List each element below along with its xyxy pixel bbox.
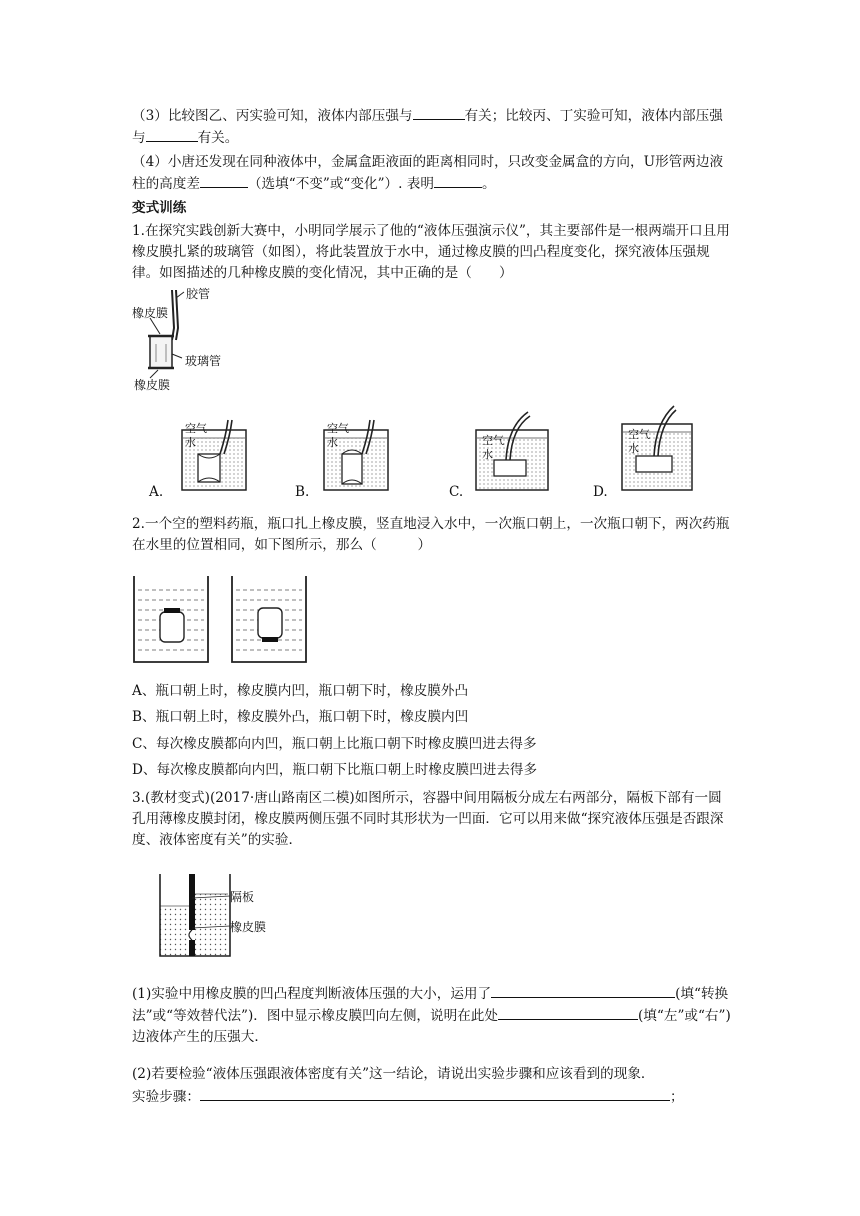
ex3-sub1 (132, 983, 732, 1048)
label-water-c: 水 (482, 448, 493, 461)
answer-blank[interactable] (491, 983, 675, 998)
steps-end: ； (669, 1089, 684, 1105)
steps-label: 实验步骤： (132, 1089, 200, 1105)
label-water-b: 水 (327, 436, 338, 449)
label-water-a: 水 (185, 436, 196, 449)
label-membrane: 橡皮膜 (230, 920, 267, 934)
ex2-text: 2.一个空的塑料药瓶，瓶口扎上橡皮膜，竖直地浸入水中，一次瓶口朝上，一次瓶口朝下，两次药瓶在水里的位置相同，如下图所示，那么（ ） (132, 516, 730, 553)
ex3-sub1-b: (填“转换法”或“等效替代法”)．图中显示橡皮膜凹向左侧，说明在此处 (132, 986, 729, 1024)
ex2-bottle-down-figure (230, 574, 308, 666)
answer-blank[interactable] (413, 105, 465, 120)
q4-text (132, 152, 732, 195)
q3-text-a: （3）比较图乙、丙实验可知，液体内部压强与 (132, 108, 413, 124)
label-rubber-tube: 胶管 (186, 287, 211, 301)
ex3-text: 3.(教材变式)(2017·唐山路南区二模)如图所示，容器中间用隔板分成左右两部分，隔板下部有一圆孔用薄橡皮膜封闭，橡皮膜两侧压强不同时其形状为一凹面．它可以用来做“探究液体压强是否跟深度、液体密度有关”的实验． (132, 790, 724, 848)
label-membrane-bottom: 橡皮膜 (134, 378, 171, 392)
q4-text-a: （4）小唐还发现在同种液体中，金属盒距液面的距离相同时，只改变金属盒的方向，U形管两边液柱的高度差 (132, 154, 724, 192)
label-glass-tube: 玻璃管 (185, 354, 222, 368)
ex2-choice-c[interactable]: C、每次橡皮膜都向内凹，瓶口朝上比瓶口朝下时橡皮膜凹进去得多 (132, 736, 537, 752)
option-a-label[interactable]: A. (149, 484, 164, 500)
option-c-label[interactable]: C. (449, 484, 464, 500)
q3-text (132, 105, 732, 149)
label-water-d: 水 (628, 442, 639, 455)
ex3-leader-lines (192, 896, 232, 928)
ex2-bottle-up-figure (132, 574, 210, 666)
ex2-choice-b[interactable]: B、瓶口朝上时，橡皮膜外凸，瓶口朝下时，橡皮膜内凹 (132, 709, 469, 725)
answer-blank[interactable] (200, 1086, 670, 1101)
label-air-a: 空气 (185, 422, 207, 435)
label-partition: 隔板 (230, 890, 255, 904)
q4-text-b: （选填“不变”或“变化”）. 表明 (247, 176, 434, 192)
section-title: 变式训练 (132, 200, 187, 216)
ex2-choice-d[interactable]: D、每次橡皮膜都向内凹，瓶口朝下比瓶口朝上时橡皮膜凹进去得多 (132, 762, 538, 778)
ex3-sub1-a: (1)实验中用橡皮膜的凹凸程度判断液体压强的大小，运用了 (132, 986, 492, 1002)
q3-text-c: 有关。 (197, 130, 239, 146)
ex3-sub1-c: (填“左”或“右”)边液体产生的压强大． (132, 1008, 731, 1045)
q3-text-b: 有关；比较丙、丁实验可知，液体内部压强与 (132, 108, 723, 146)
answer-blank[interactable] (434, 173, 482, 188)
option-d-label[interactable]: D. (593, 484, 608, 500)
ex2-choice-a[interactable]: A、瓶口朝上时，橡皮膜内凹，瓶口朝下时，橡皮膜外凸 (132, 683, 469, 699)
ex1-text: 1.在探究实践创新大赛中，小明同学展示了他的“液体压强演示仪”，其主要部件是一根两端开口且用橡皮膜扎紧的玻璃管（如图），将此装置放于水中，通过橡皮膜的凹凸程度变化，探究液体压强规律。如图描述的几种橡皮膜的变化情况，其中正确的是（ ） (132, 223, 730, 281)
label-air-b: 空气 (327, 422, 349, 435)
label-air-c: 空气 (482, 434, 504, 447)
answer-blank[interactable] (498, 1005, 638, 1020)
ex3-sub2: (2)若要检验“液体压强跟液体密度有关”这一结论，请说出实验步骤和应该看到的现象． (132, 1066, 655, 1082)
q4-text-c: 。 (481, 176, 496, 192)
label-air-d: 空气 (628, 428, 650, 441)
option-b-label[interactable]: B. (295, 484, 310, 500)
answer-blank[interactable] (146, 127, 198, 142)
label-membrane-top: 橡皮膜 (132, 306, 169, 320)
answer-blank[interactable] (200, 173, 248, 188)
ex3-steps (132, 1086, 732, 1108)
